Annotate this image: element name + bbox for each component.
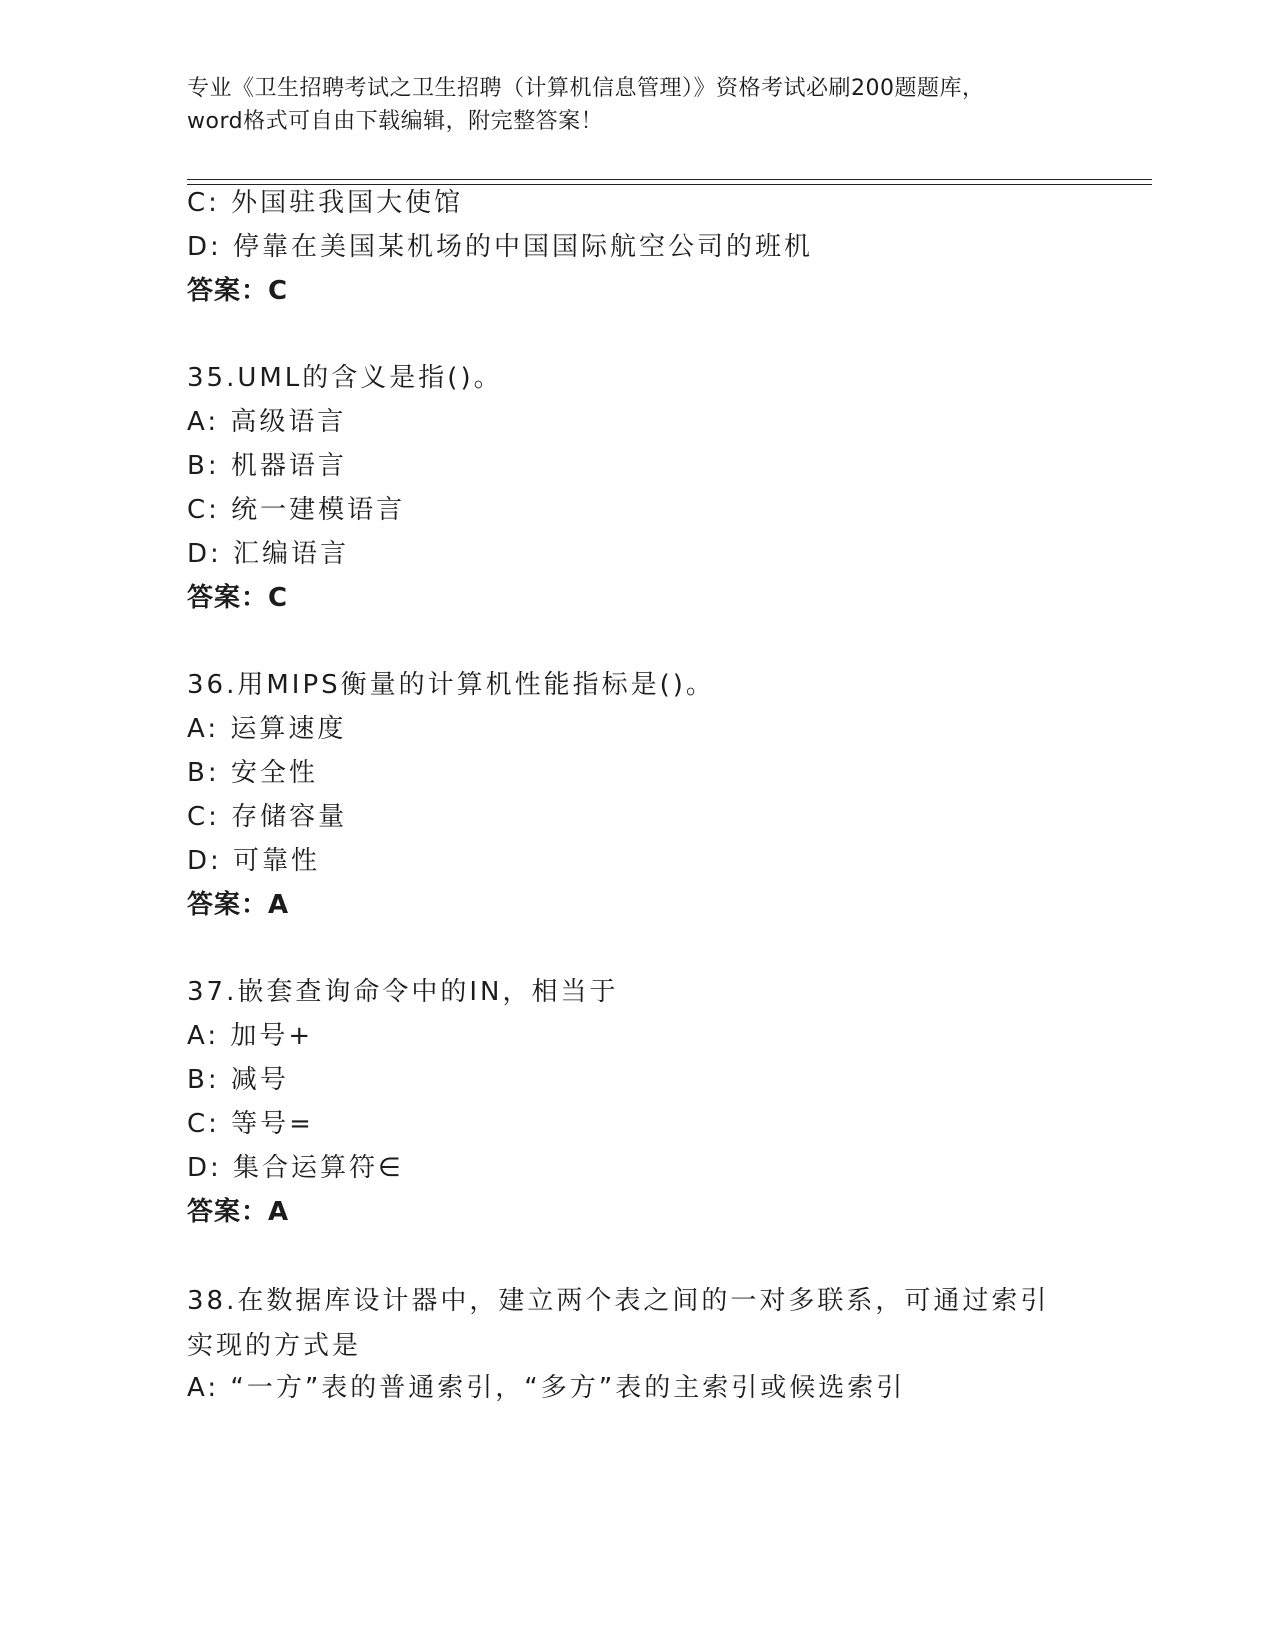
question-38-stem: 38.在数据库设计器中，建立两个表之间的一对多联系，可通过索引实现的方式是 bbox=[187, 1286, 1050, 1361]
question-37-option-a: A: 加号+ bbox=[187, 1021, 314, 1051]
prev-option-d: D: 停靠在美国某机场的中国国际航空公司的班机 bbox=[187, 232, 814, 262]
question-35-option-d: D: 汇编语言 bbox=[187, 539, 350, 569]
question-35-option-b: B: 机器语言 bbox=[187, 451, 347, 481]
question-36-stem: 36.用MIPS衡量的计算机性能指标是()。 bbox=[187, 670, 715, 700]
question-35-option-a: A: 高级语言 bbox=[187, 407, 347, 437]
question-37-answer: 答案：A bbox=[187, 1197, 290, 1227]
question-36-option-d: D: 可靠性 bbox=[187, 846, 321, 876]
question-37-option-c: C: 等号= bbox=[187, 1109, 314, 1139]
question-37-stem: 37.嵌套查询命令中的IN，相当于 bbox=[187, 977, 619, 1007]
header-title-line2: word格式可自由下载编辑，附完整答案！ bbox=[187, 109, 604, 134]
document-header bbox=[187, 72, 1087, 138]
prev-option-c: C: 外国驻我国大使馆 bbox=[187, 188, 464, 218]
question-36-answer: 答案：A bbox=[187, 890, 290, 920]
question-36-option-a: A: 运算速度 bbox=[187, 714, 347, 744]
header-divider-bottom bbox=[187, 184, 1152, 185]
question-38-option-a: A: “一方”表的普通索引，“多方”表的主索引或候选索引 bbox=[187, 1373, 906, 1403]
question-35-answer: 答案：C bbox=[187, 583, 289, 613]
question-35-stem: 35.UML的含义是指()。 bbox=[187, 363, 503, 393]
question-37-option-b: B: 减号 bbox=[187, 1065, 289, 1095]
prev-answer: 答案：C bbox=[187, 276, 289, 306]
question-37-option-d: D: 集合运算符∈ bbox=[187, 1153, 404, 1183]
question-36-option-b: B: 安全性 bbox=[187, 758, 318, 788]
question-36-option-c: C: 存储容量 bbox=[187, 802, 348, 832]
header-divider-top bbox=[187, 179, 1152, 180]
question-35-option-c: C: 统一建模语言 bbox=[187, 495, 406, 525]
header-title-line1: 专业《卫生招聘考试之卫生招聘（计算机信息管理）》资格考试必刷200题题库， bbox=[187, 76, 985, 101]
